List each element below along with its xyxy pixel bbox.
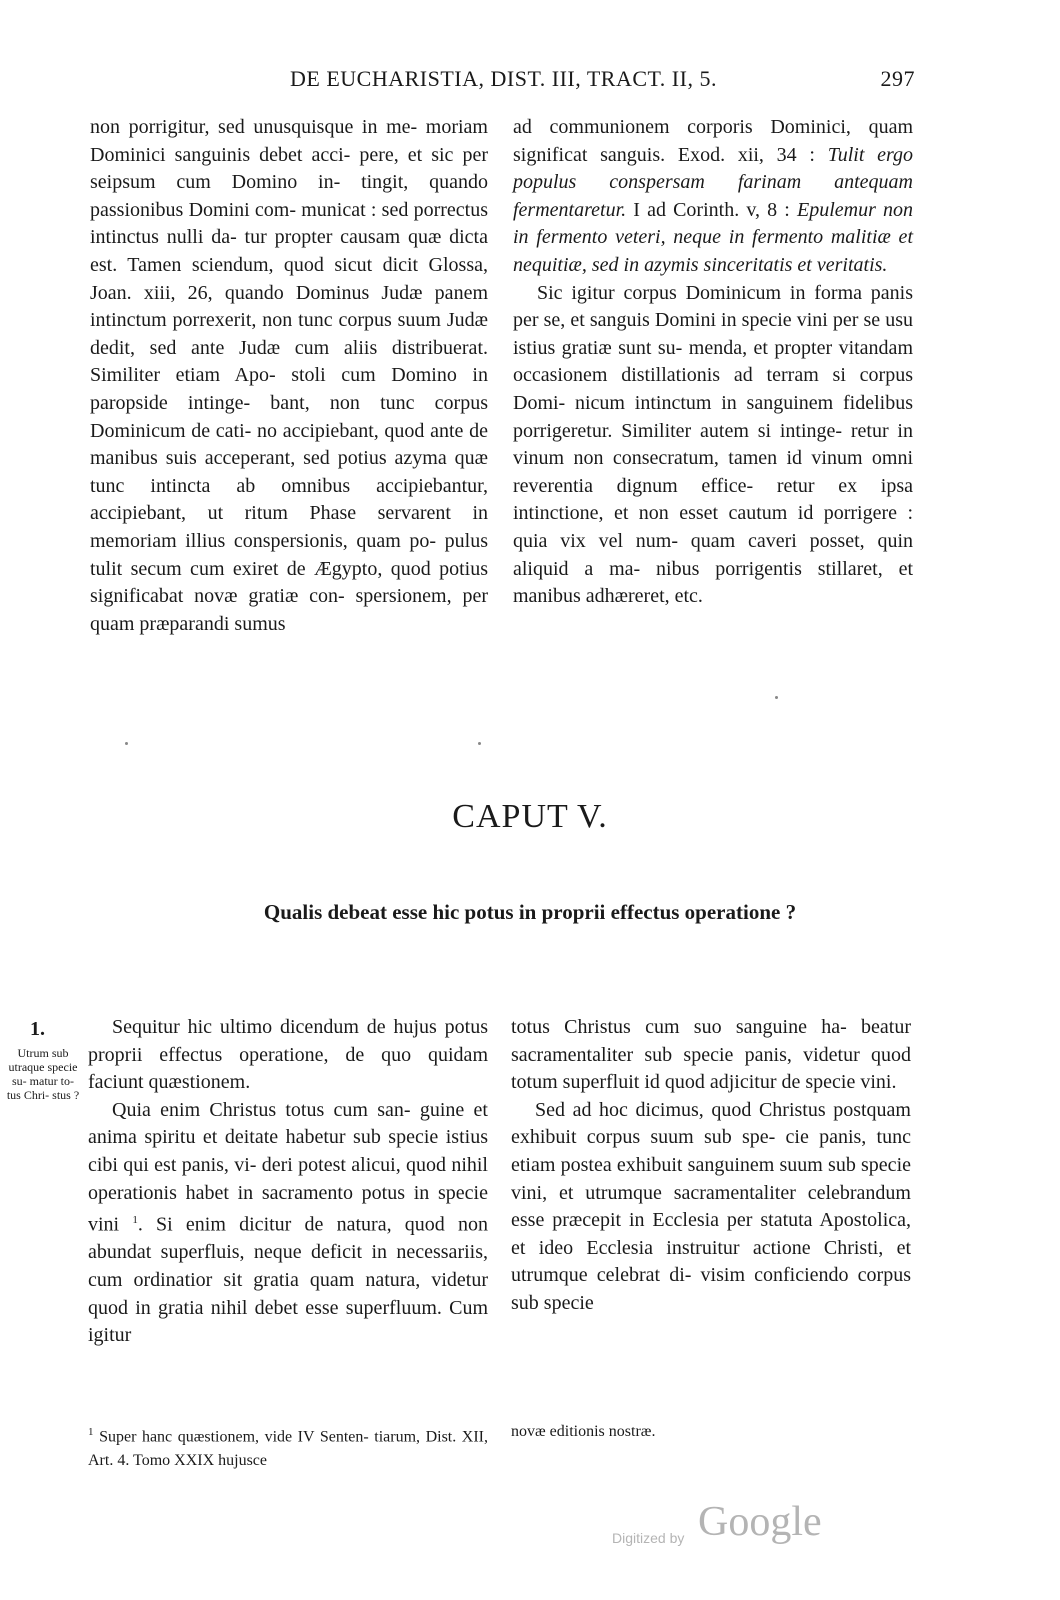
- bottom-right-paragraph-1: totus Christus cum suo sanguine ha- beatur sacramentaliter sub specie panis, videtur quod totum superfluit id quod adjicitur de specie vini.: [511, 1016, 911, 1094]
- bottom-right-column: [511, 1014, 911, 1318]
- watermark-caption: Digitized by: [612, 1530, 685, 1546]
- footnote-left: [88, 1420, 488, 1473]
- section-number: 1.: [30, 1018, 45, 1040]
- text-run: I ad Corinth. v, 8 :: [633, 198, 790, 221]
- bottom-left-column: [88, 1014, 488, 1350]
- top-left-column: [90, 114, 488, 638]
- print-speck: [125, 742, 128, 745]
- chapter-subtitle: Qualis debeat esse hic potus in proprii effectus operatione ?: [263, 900, 797, 924]
- google-logo: Google: [698, 1499, 822, 1545]
- bottom-left-paragraph-1: Sequitur hic ultimo dicendum de hujus potus proprii effectus operatione, de quo quidam faciunt quæstionem.: [88, 1016, 488, 1094]
- running-head-title: DE EUCHARISTIA, DIST. III, TRACT. II, 5.: [290, 66, 717, 91]
- margin-note: Utrum sub utraque specie su- matur to- tus Chri- stus ?: [6, 1046, 80, 1102]
- footnote-right: novæ editionis nostræ.: [511, 1423, 656, 1440]
- top-right-paragraph-1: [513, 114, 913, 280]
- digitized-watermark: [612, 1498, 852, 1558]
- footnote-marker: 1: [88, 1426, 94, 1438]
- footnote-text: Super hanc quæstionem, vide IV Senten- tiarum, Dist. XII, Art. 4. Tomo XXIX hujusce: [88, 1428, 489, 1470]
- footnote-ref: 1: [132, 1214, 138, 1227]
- italic-quote-corinthians: Epulemur non in fermento veteri, neque in fermento malitiæ et nequitiæ, sed in azymis sinceritatis et veritatis.: [513, 198, 913, 276]
- text-run: ad communionem corporis Dominici, quam significat sanguis. Exod. xii, 34 :: [513, 116, 913, 166]
- chapter-title: CAPUT V.: [452, 798, 608, 835]
- running-head: [90, 66, 915, 100]
- text-run: Quia enim Christus totus cum san- guine et anima spiritu et deitate habetur sub specie istius cibi qui est panis, vi- deri potest alicui, quod nihil operationis habet in sacramento potus in specie vini: [88, 1098, 488, 1236]
- print-speck: [478, 742, 481, 745]
- top-right-paragraph-2: Sic igitur corpus Dominicum in forma panis per se, et sanguis Domini in specie vini per se usu istius gratiæ sunt su- menda, et propter vitandam occasionem distillationis ad terram si corpus Domi- nicum intinctum in sanguinem fidelibus porrigeretur. Similiter autem si intinge- retur in vinum non consecratum, tamen id vinum omni reverentia dignum effice- retur ex ipsa intinctione, et non esset cautum id porrigere : quia vix vel num- quam caveri posset, quin aliquid a ma- nibus porrigentis stillaret, et manibus adhæreret, etc.: [513, 281, 913, 608]
- italic-quote-exodus: Tulit ergo populus conspersam farinam antequam fermentaretur.: [513, 143, 914, 221]
- bottom-left-paragraph-2: [88, 1097, 488, 1350]
- top-right-column: [513, 114, 913, 611]
- top-left-paragraph: non porrigitur, sed unusquisque in me- moriam Dominici sanguinis debet acci- pere, et sic per seipsum cum Domino in- tingit, quando passionibus Domini com- municat : sed porrectus intinctus nulli da- tur propter causam quæ dicta est. Tamen sciendum, quod sicut dicit Glossa, Joan. xiii, 26, quando Dominus Judæ panem intinctum porrexerit, non tunc corpus suum Judæ dedit, sed ante Judæ cum aliis distribuerat. Similiter etiam Apo- stoli cum Domino in paropside intinge- bant, non tunc corpus Dominicum de cati- no accipiebant, quod ante de manibus suis acceperant, sed potius azyma quæ tunc intincta ab omnibus accipiebantur, accipiebant, ut ritum Phase servarent in memoriam illius conspersionis, quam po- pulus tulit secum cum exiret de Ægypto, quod potius significabat novæ gratiæ con- spersionem, per quam præparandi sumus: [90, 116, 488, 635]
- print-speck: [775, 696, 778, 699]
- bottom-right-paragraph-2: Sed ad hoc dicimus, quod Christus postquam exhibuit corpus suum sub spe- cie panis, tunc etiam postea exhibuit sanguinem suum sub specie vini, et utrumque sacramentaliter celebrandum esse præcepit in Ecclesia per statuta Apostolica, et ideo Ecclesia instruitur actione Christi, et utrumque celebrat di- visim conficiendo corpus sub specie: [511, 1098, 911, 1314]
- page-number: 297: [880, 66, 915, 91]
- text-run: . Si enim dicitur de natura, quod non abundat superfluis, neque deficit in necessariis, cum ordinatior sit gratia quam natura, videtur quod in gratia nihil debet esse superfluum. Cum igitur: [88, 1213, 489, 1347]
